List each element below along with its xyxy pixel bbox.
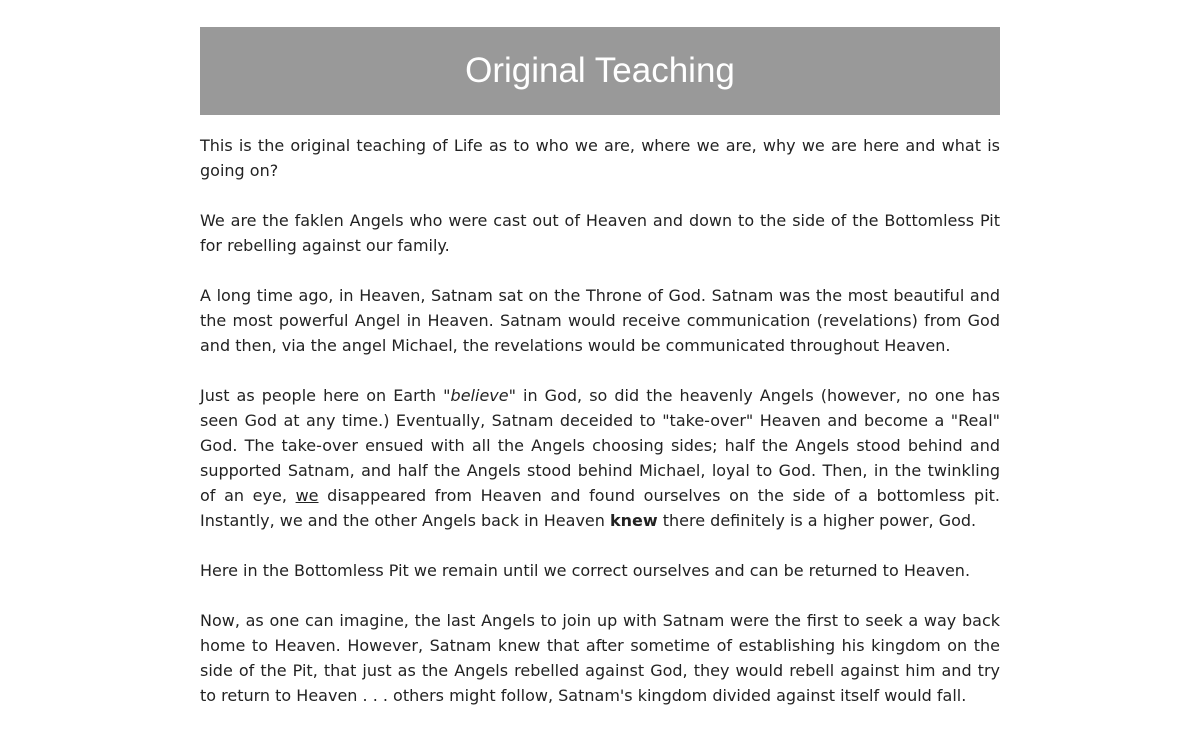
paragraph-kingdom-divided: Now, as one can imagine, the last Angels to join up with Satnam were the first to seek a way back home to Heaven. However, Satnam knew that after sometime of establishing his kingdom on the side of the Pit, that just as the Angels rebelled against God, they would rebell against him and try to return to Heaven . . . others might follow, Satnam's kingdom divided against itself would fall.	[200, 611, 1000, 705]
page	[200, 0, 1000, 708]
text-run: there definitely is a higher power, God.	[657, 511, 977, 530]
text-run: " in God, so did the heavenly Angels (however, no one has seen God at any time.) Eventually, Satnam deceided to "take-over" Heaven and become a "Real" God. The take-over ensued with all the Angels choosing sides; half the Angels stood behind and supported Satnam, and half the Angels stood behind Michael, loyal to God. Then, in the twinkling of an eye,	[200, 386, 1001, 505]
title-banner	[200, 27, 1000, 115]
paragraph-fallen-angels: We are the faklen Angels who were cast out of Heaven and down to the side of the Bottomless Pit for rebelling against our family.	[200, 211, 1000, 255]
emphasis-believe: believe	[450, 386, 509, 405]
paragraph-bottomless-pit: Here in the Bottomless Pit we remain until we correct ourselves and can be returned to Heaven.	[200, 561, 971, 580]
paragraph-take-over	[200, 383, 1000, 533]
page-title: Original Teaching	[465, 51, 735, 90]
text-run: disappeared from Heaven and found ourselves on the side of a bottomless pit. Instantly, we and the other Angels back in Heaven	[200, 486, 1001, 530]
bold-knew: knew	[609, 511, 658, 530]
paragraph-intro: This is the original teaching of Life as to who we are, where we are, why we are here and what is going on?	[200, 136, 1000, 180]
text-run: Just as people here on Earth "	[200, 386, 451, 405]
underline-we: we	[295, 486, 319, 505]
paragraph-satnam-throne: A long time ago, in Heaven, Satnam sat on the Throne of God. Satnam was the most beautiful and the most powerful Angel in Heaven. Satnam would receive communication (revelations) from God and then, via the angel Michael, the revelations would be communicated throughout Heaven.	[200, 286, 1000, 355]
article-body	[200, 133, 1000, 708]
